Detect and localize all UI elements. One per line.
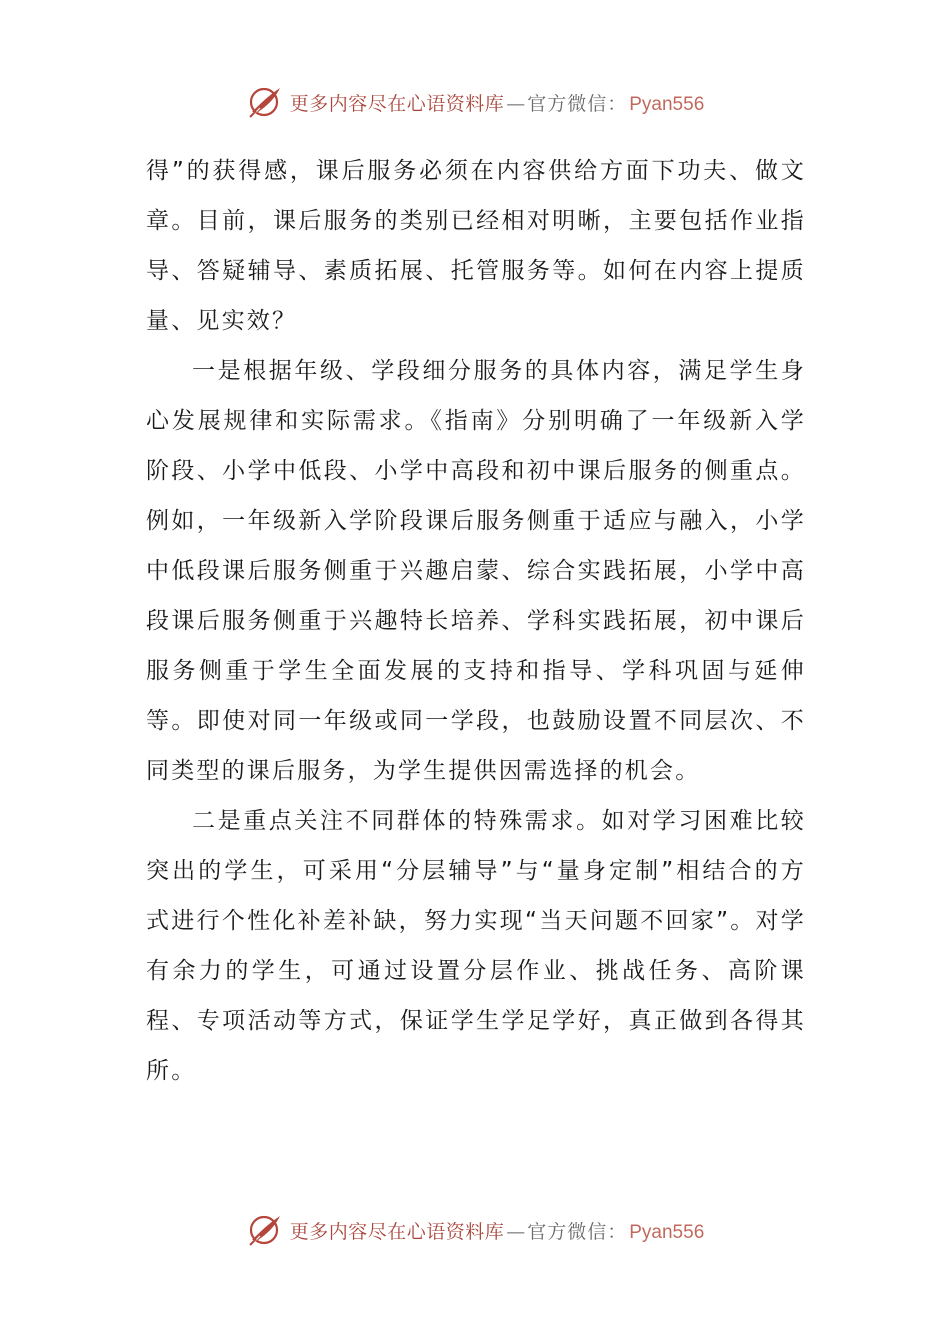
banner-wechat-label: 官方微信：: [527, 1220, 628, 1243]
banner-wechat-label: 官方微信：: [527, 92, 628, 115]
banner-wechat-id: Pyan556: [629, 93, 705, 115]
banner-slogan: 更多内容尽在心语资料库: [289, 92, 505, 115]
banner-wechat-id: Pyan556: [629, 1221, 705, 1243]
quill-pen-logo-icon: [246, 1210, 286, 1250]
banner-slogan: 更多内容尽在心语资料库: [289, 1220, 505, 1243]
paragraph-3: 二是重点关注不同群体的特殊需求。如对学习困难比较突出的学生，可采用“分层辅导”与“量身定制”相结合的方式进行个性化补差补缺，努力实现“当天问题不回家”。对学有余力的学生，可通过设置分层作业、挑战任务、高阶课程、专项活动等方式，保证学生学足学好，真正做到各得其所。: [146, 808, 806, 1084]
banner-dash: —: [506, 1220, 526, 1243]
document-body: [146, 146, 806, 1096]
header-banner: [0, 82, 950, 122]
footer-banner: [0, 1210, 950, 1250]
paragraph-2: 一是根据年级、学段细分服务的具体内容，满足学生身心发展规律和实际需求。《指南》分别明确了一年级新入学阶段、小学中低段、小学中高段和初中课后服务的侧重点。例如，一年级新入学阶段课后服务侧重于适应与融入，小学中低段课后服务侧重于兴趣启蒙、综合实践拓展，小学中高段课后服务侧重于兴趣特长培养、学科实践拓展，初中课后服务侧重于学生全面发展的支持和指导、学科巩固与延伸等。即使对同一年级或同一学段，也鼓励设置不同层次、不同类型的课后服务，为学生提供因需选择的机会。: [146, 358, 806, 784]
paragraph-1: 得”的获得感，课后服务必须在内容供给方面下功夫、做文章。目前，课后服务的类别已经相对明晰，主要包括作业指导、答疑辅导、素质拓展、托管服务等。如何在内容上提质量、见实效？: [146, 158, 806, 334]
quill-pen-logo-icon: [246, 82, 286, 122]
banner-dash: —: [506, 92, 526, 115]
